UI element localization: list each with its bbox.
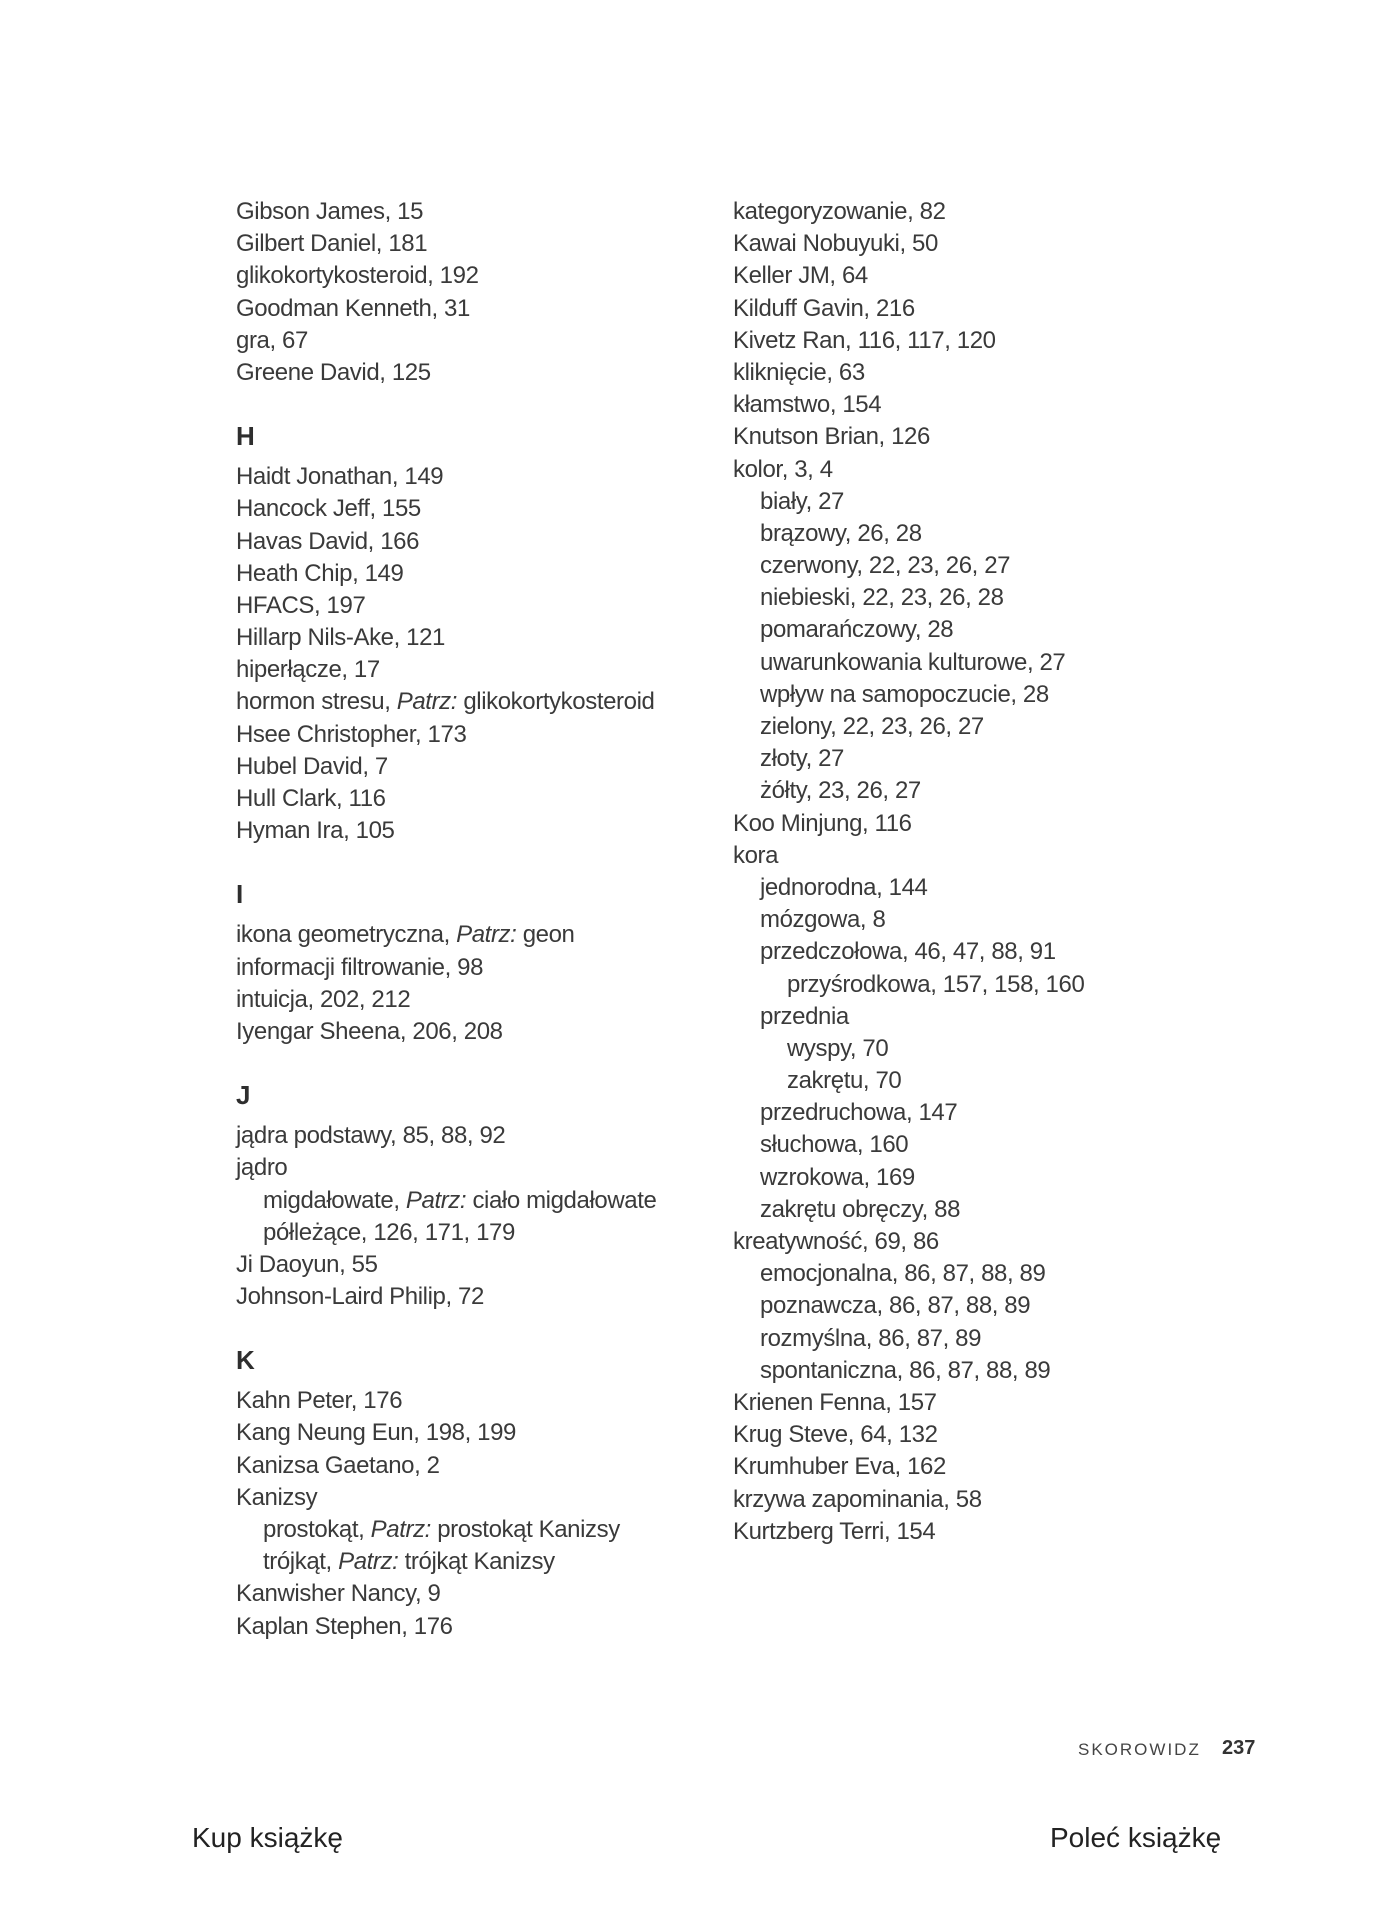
index-entry [733,808,1203,840]
entry-text: kliknięcie, 63 [733,358,865,386]
index-entry [236,558,706,590]
entry-text: Heath Chip, 149 [236,559,404,587]
index-entry [733,1387,1203,1419]
index-section [236,419,706,847]
index-entry [733,486,1203,518]
entry-text: Kivetz Ran, 116, 117, 120 [733,326,996,354]
index-entry [733,840,1203,872]
entry-text: Hull Clark, 116 [236,785,386,812]
index-entry [733,743,1203,775]
entry-text: Kilduff Gavin, 216 [733,294,915,322]
entry-text: Hancock Jeff, 155 [236,495,421,523]
entry-text: żółty, 23, 26, 27 [760,777,921,805]
index-entry [733,454,1203,486]
entry-text: kłamstwo, 154 [733,391,882,419]
entry-text: emocjonalna, 86, 87, 88, 89 [760,1260,1046,1288]
entry-text: informacji filtrowanie, 98 [236,953,484,981]
index-entry [236,493,706,525]
entry-text: uwarunkowania kulturowe, 27 [760,648,1066,676]
index-entry [733,357,1203,389]
index-entry [236,1016,706,1048]
entry-text: Hillarp Nils-Ake, 121 [236,624,446,652]
entry-text: wpływ na samopoczucie, 28 [760,680,1049,708]
index-entry [236,1385,706,1417]
index-entry [236,1482,706,1514]
entry-text: Johnson-Laird Philip, 72 [236,1283,484,1311]
index-entry [733,1419,1203,1451]
index-entry [733,293,1203,325]
index-section [733,196,1203,1548]
index-entry [733,1033,1203,1065]
entry-text: Kahn Peter, 176 [236,1387,403,1415]
index-entry [733,969,1203,1001]
index-entry [236,952,706,984]
entry-text: gra, 67 [236,326,308,354]
see-also-label: Patrz: [370,1516,431,1543]
index-entry [733,1001,1203,1033]
entry-text: Gilbert Daniel, 181 [236,230,428,258]
entry-text: intuicja, 202, 212 [236,985,411,1013]
recommend-book-link[interactable]: Poleć książkę [1050,1822,1222,1853]
entry-text: wzrokowa, 169 [760,1163,915,1191]
entry-text: Kurtzberg Terri, 154 [733,1517,936,1545]
index-entry [236,783,706,815]
entry-text: przyśrodkowa, 157, 158, 160 [787,970,1085,998]
index-entry [236,815,706,847]
entry-text: trójkąt, [263,1548,339,1576]
entry-text: jednorodna, 144 [760,873,928,901]
see-also-label: Patrz: [456,921,517,949]
index-entry [733,260,1203,292]
section-letter: K [236,1345,255,1376]
index-entry [733,936,1203,968]
entry-text: Goodman Kenneth, 31 [236,294,470,322]
entry-text: Haidt Jonathan, 149 [236,463,444,491]
entry-text: migdałowate, [263,1186,406,1214]
entry-text: hormon stresu, [236,688,397,716]
entry-text: zakrętu obręczy, 88 [760,1195,961,1223]
index-entry [236,260,706,292]
entry-text: półleżące, 126, 171, 179 [263,1218,515,1246]
entry-text: Ji Daoyun, 55 [236,1250,378,1278]
index-entry [236,1450,706,1482]
entry-text: Knutson Brian, 126 [733,423,930,451]
index-entry [733,582,1203,614]
index-entry [733,1162,1203,1194]
index-entry [236,1611,706,1643]
buy-book-link[interactable]: Kup książkę [192,1822,343,1853]
entry-text: wyspy, 70 [787,1034,889,1062]
entry-text: jądra podstawy, 85, 88, 92 [236,1122,506,1150]
index-entry [236,1546,706,1578]
index-entry [236,919,706,951]
index-entry [236,590,706,622]
index-entry [733,518,1203,550]
index-entry [733,550,1203,582]
index-entry [236,984,706,1016]
index-entry [733,872,1203,904]
see-also-target: trójkąt Kanizsy [398,1548,555,1576]
index-entry [733,1097,1203,1129]
index-entry [236,228,706,260]
index-entry [236,293,706,325]
entry-text: kora [733,841,779,869]
index-entry [236,1217,706,1249]
index-column-left [236,196,706,1643]
entry-text: czerwony, 22, 23, 26, 27 [760,552,1011,580]
index-entry [236,461,706,493]
see-also-label: Patrz: [338,1548,399,1576]
entry-text: złoty, 27 [760,745,844,773]
entry-text: Keller JM, 64 [733,262,868,290]
entry-text: Hsee Christopher, 173 [236,720,467,748]
index-entry [236,654,706,686]
index-entry [733,325,1203,357]
entry-text: Krienen Fenna, 157 [733,1388,937,1416]
section-letter: H [236,421,255,452]
entry-text: hiperłącze, 17 [236,656,380,684]
see-also-target: glikokortykosteroid [457,688,655,716]
index-entry [236,1578,706,1610]
entry-text: Kanizsa Gaetano, 2 [236,1451,440,1479]
index-entry [236,1185,706,1217]
index-entry [733,196,1203,228]
index-section [236,877,706,1048]
index-entry [733,421,1203,453]
entry-text: Kaplan Stephen, 176 [236,1612,453,1640]
entry-text: glikokortykosteroid, 192 [236,262,479,290]
see-also-label: Patrz: [396,688,458,716]
index-entry [236,357,706,389]
see-also-label: Patrz: [405,1186,467,1214]
index-entry [236,1514,706,1546]
entry-text: Iyengar Sheena, 206, 208 [236,1017,503,1045]
index-entry [236,196,706,228]
index-entry [733,711,1203,743]
entry-text: kreatywność, 69, 86 [733,1228,939,1255]
index-entry [733,614,1203,646]
index-entry [733,647,1203,679]
entry-text: brązowy, 26, 28 [760,519,922,547]
index-entry [733,1484,1203,1516]
index-entry [236,1120,706,1152]
footer-section-label: SKOROWIDZ [1078,1740,1201,1759]
see-also-target: ciało migdałowate [466,1186,657,1214]
index-column-right [733,196,1203,1548]
entry-text: Kang Neung Eun, 198, 199 [236,1419,516,1447]
index-entry [733,1258,1203,1290]
entry-text: spontaniczna, 86, 87, 88, 89 [760,1356,1051,1384]
index-entry [236,1249,706,1281]
index-entry [236,686,706,718]
entry-text: niebieski, 22, 23, 26, 28 [760,584,1004,612]
entry-text: prostokąt, [263,1516,371,1543]
index-entry [733,1226,1203,1258]
index-section [236,1343,706,1643]
entry-text: kategoryzowanie, 82 [733,198,946,225]
entry-text: przedczołowa, 46, 47, 88, 91 [760,938,1056,966]
index-entry [733,1129,1203,1161]
entry-text: Kawai Nobuyuki, 50 [733,230,938,258]
index-entry [236,526,706,558]
entry-text: ikona geometryczna, [236,921,457,949]
entry-text: Koo Minjung, 116 [733,809,912,837]
entry-text: krzywa zapominania, 58 [733,1485,982,1513]
index-entry [733,1516,1203,1548]
index-entry [733,904,1203,936]
entry-text: Gibson James, 15 [236,198,424,225]
index-section [236,1078,706,1313]
entry-text: Kanizsy [236,1483,318,1511]
section-letter: I [236,879,244,910]
index-entry [236,751,706,783]
index-entry [236,1417,706,1449]
index-entry [733,775,1203,807]
entry-text: Krug Steve, 64, 132 [733,1421,938,1449]
index-entry [733,1323,1203,1355]
index-entry [733,1451,1203,1483]
entry-text: Hubel David, 7 [236,752,388,780]
entry-text: pomarańczowy, 28 [760,616,954,644]
index-entry [236,719,706,751]
index-entry [733,679,1203,711]
entry-text: Krumhuber Eva, 162 [733,1453,946,1481]
entry-text: przednia [760,1002,849,1030]
entry-text: Hyman Ira, 105 [236,817,395,845]
entry-text: jądro [236,1154,288,1182]
entry-text: mózgowa, 8 [760,906,886,934]
index-entry [733,228,1203,260]
see-also-target: prostokąt Kanizsy [430,1516,620,1543]
entry-text: rozmyślna, 86, 87, 89 [760,1324,982,1352]
section-letter: J [236,1080,251,1111]
entry-text: Greene David, 125 [236,358,431,386]
index-entry [733,1194,1203,1226]
entry-text: przedruchowa, 147 [760,1099,958,1127]
index-entry [733,389,1203,421]
entry-text: zielony, 22, 23, 26, 27 [760,713,984,740]
page-number: 237 [1222,1737,1256,1759]
entry-text: biały, 27 [760,487,845,515]
entry-text: Kanwisher Nancy, 9 [236,1580,441,1608]
index-entry [236,622,706,654]
index-entry [733,1065,1203,1097]
entry-text: poznawcza, 86, 87, 88, 89 [760,1292,1031,1320]
index-entry [733,1355,1203,1387]
entry-text: Havas David, 166 [236,527,420,555]
index-entry [236,325,706,357]
entry-text: HFACS, 197 [236,591,366,619]
index-entry [733,1290,1203,1322]
entry-text: kolor, 3, 4 [733,455,833,483]
index-entry [236,1281,706,1313]
entry-text: zakrętu, 70 [787,1067,902,1095]
index-entry [236,1152,706,1184]
index-section [236,196,706,389]
see-also-target: geon [516,921,575,949]
entry-text: słuchowa, 160 [760,1131,909,1159]
